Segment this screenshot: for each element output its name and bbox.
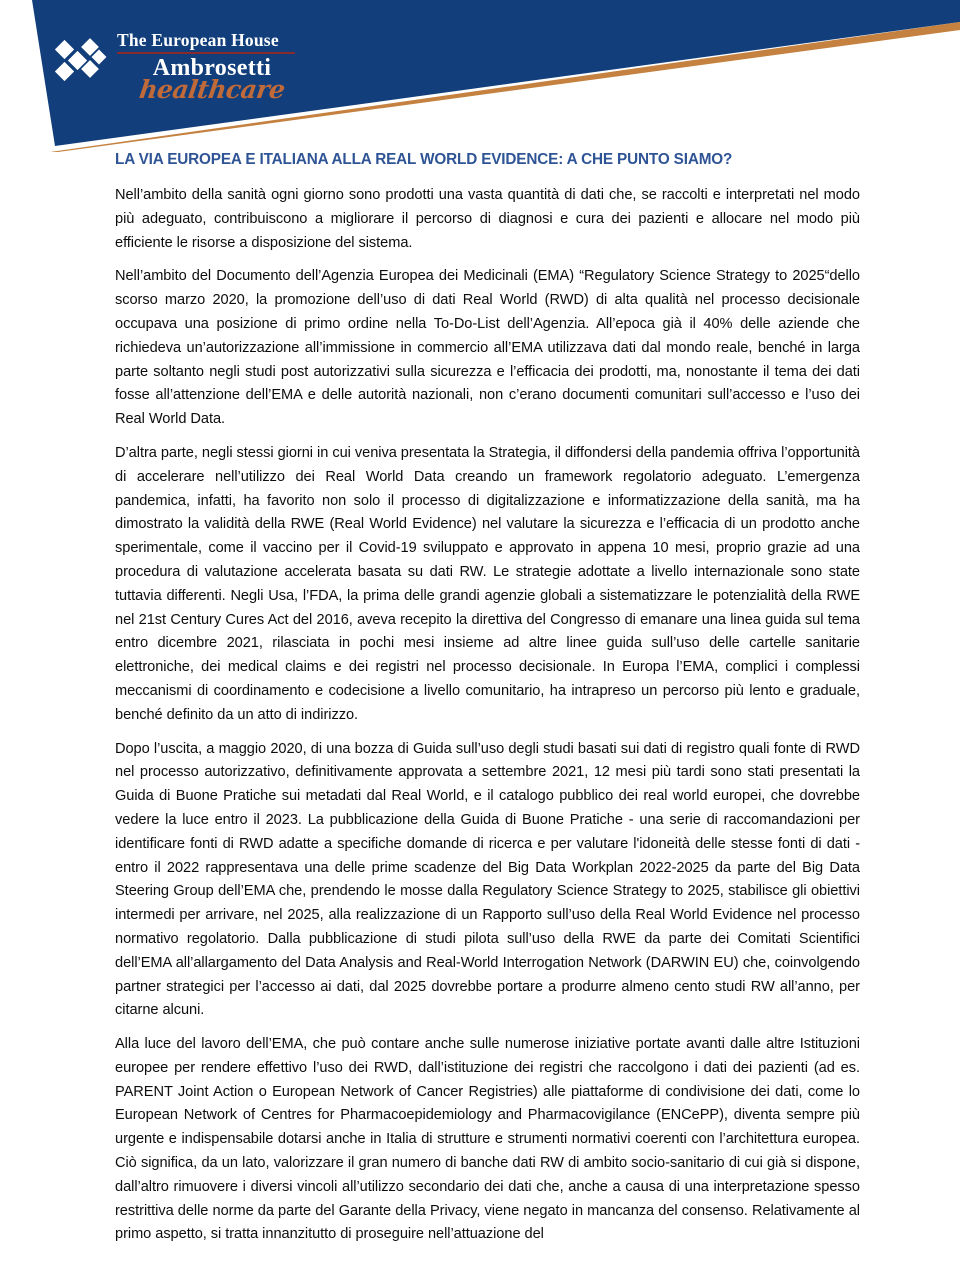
brand-line-european-house: The European House <box>117 30 279 50</box>
header-banner-shape <box>0 0 960 152</box>
body-paragraph: Alla luce del lavoro dell’EMA, che può contare anche sulle numerose iniziative portate avanti dalle altre Istituzioni europee per rendere effettivo l’uso dei RWD, dall’istituzione dei registri che raccolgono i dati dei pazienti (ad es. PARENT Joint Action o European Network of Cancer Registries) alle piattaforme di condivisione dei dati, come lo European Network of Centres for Pharmacoepidemiology and Pharmacovigilance (ENCePP), diventa sempre più urgente e indispensabile dotarsi anche in Italia di strutture e strumenti normativi coerenti con l’architettura europea. Ciò significa, da un lato, valorizzare il gran numero di banche dati RW di ambito socio-sanitario di cui già si dispone, dall’altro rimuovere i diversi vincoli all’utilizzo secondario dei dati che, anche a causa di una interpretazione spesso restrittiva delle norme da parte del Garante della Privacy, viene negato in mancanza del consenso. Relativamente al primo aspetto, si tratta innanzitutto di proseguire nell’attuazione del <box>115 1036 860 1243</box>
body-paragraph: Nell’ambito della sanità ogni giorno sono prodotti una vasta quantità di dati che, se raccolti e interpretati nel modo più adeguato, contribuiscono a migliorare il percorso di diagnosi e cura dei pazienti e allocare nel modo più efficiente le risorse a disposizione del sistema. <box>115 187 860 251</box>
brand-line-ambrosetti: Ambrosetti <box>152 55 272 81</box>
header-banner <box>0 0 960 152</box>
page-title: LA VIA EUROPEA E ITALIANA ALLA REAL WORLD EVIDENCE: A CHE PUNTO SIAMO? <box>115 151 733 168</box>
body-paragraph: D’altra parte, negli stessi giorni in cui veniva presentata la Strategia, il diffondersi della pandemia offriva l’opportunità di accelerare nell’utilizzo dei Real World Data creando un framework regolatorio adeguato. L’emergenza pandemica, infatti, ha favorito non solo il processo di digitalizzazione e informatizzazione della sanità, ma ha dimostrato la validità della RWE (Real World Evidence) nel valutare la sicurezza e l’efficacia di un prodotto anche sperimentale, come il vaccino per il Covid-19 sviluppato e approvato in appena 10 mesi, proprio grazie ad una procedura di valutazione accelerata basata su dati RW. Le strategie adottate a livello internazionale sono state tuttavia differenti. Negli Usa, l’FDA, la prima delle grandi agenzie globali a sistematizzare le potenzialità della RWE nel 21st Century Cures Act del 2016, aveva recepito la direttiva del Congresso di emanare una linea guida sul tema entro dicembre 2021, rilasciata in pochi mesi insieme ad altre linee guida sull’uso delle cartelle sanitarie elettroniche, dei medical claims e dei registri nel processo decisionale. In Europa l’EMA, complici i complessi meccanismi di coordinamento e codecisione a livello comunitario, ha intrapreso un percorso più lento e graduale, benché definito da un atto di indirizzo. <box>115 444 860 723</box>
brand-line-healthcare: healthcare <box>137 75 287 104</box>
body-paragraph: Dopo l’uscita, a maggio 2020, di una bozza di Guida sull’uso degli studi basati sui dati di registro quali fonte di RWD nel processo autorizzativo, definitivamente approvata a settembre 2021, 12 mesi più tardi sono stati presentati la Guida di Buone Pratiche sui metadati dal Real World, e il catalogo pubblico dei real world europei, che dovrebbe vedere la luce entro il 2023. La pubblicazione della Guida di Buone Pratiche - una serie di raccomandazioni per identificare fonti di RWD adatte a specifiche domande di ricerca e per valutare l'idoneità delle stesse fonti di dati - entro il 2022 rappresentava una delle prime scadenze del Big Data Workplan 2022-2025 da parte del Big Data Steering Group dell’EMA che, prendendo le mosse dalla Regulatory Science Strategy to 2025, stabilisce gli obiettivi intermedi per arrivare, nel 2025, alla realizzazione di un Rapporto sull’uso della Real World Evidence nel processo normativo regolatorio. Dalla pubblicazione di studi pilota sull’uso della RWE da parte dei Comitati Scientifici dell’EMA all’allargamento del Data Analysis and Real-World Interrogation Network (DARWIN EU) che, coinvolgendo partner strategici per l’accesso ai dati, dal 2025 dovrebbe portare a produrre almeno cento studi RW all’anno, per citarne alcuni. <box>115 740 860 1019</box>
document-body <box>115 150 860 1247</box>
body-paragraph: Nell’ambito del Documento dell’Agenzia Europea dei Medicinali (EMA) “Regulatory Science Strategy to 2025“dello scorso marzo 2020, la promozione dell’uso di dati Real World (RWD) di alta qualità nel processo decisionale occupava una posizione di primo ordine nella To-Do-List dell’Agenzia. All’epoca già il 40% delle aziende che richiedeva un’autorizzazione all’immissione in commercio all’EMA utilizzava dati dal mondo reale, benché in larga parte soltanto negli studi post autorizzativi sulla sicurezza e l’efficacia dei prodotti, ma, nonostante il tema dei dati fosse all’attenzione dell’EMA e delle autorità nazionali, non c’erano documenti comunitari sull’accesso e l’uso dei Real World Data. <box>115 268 860 428</box>
